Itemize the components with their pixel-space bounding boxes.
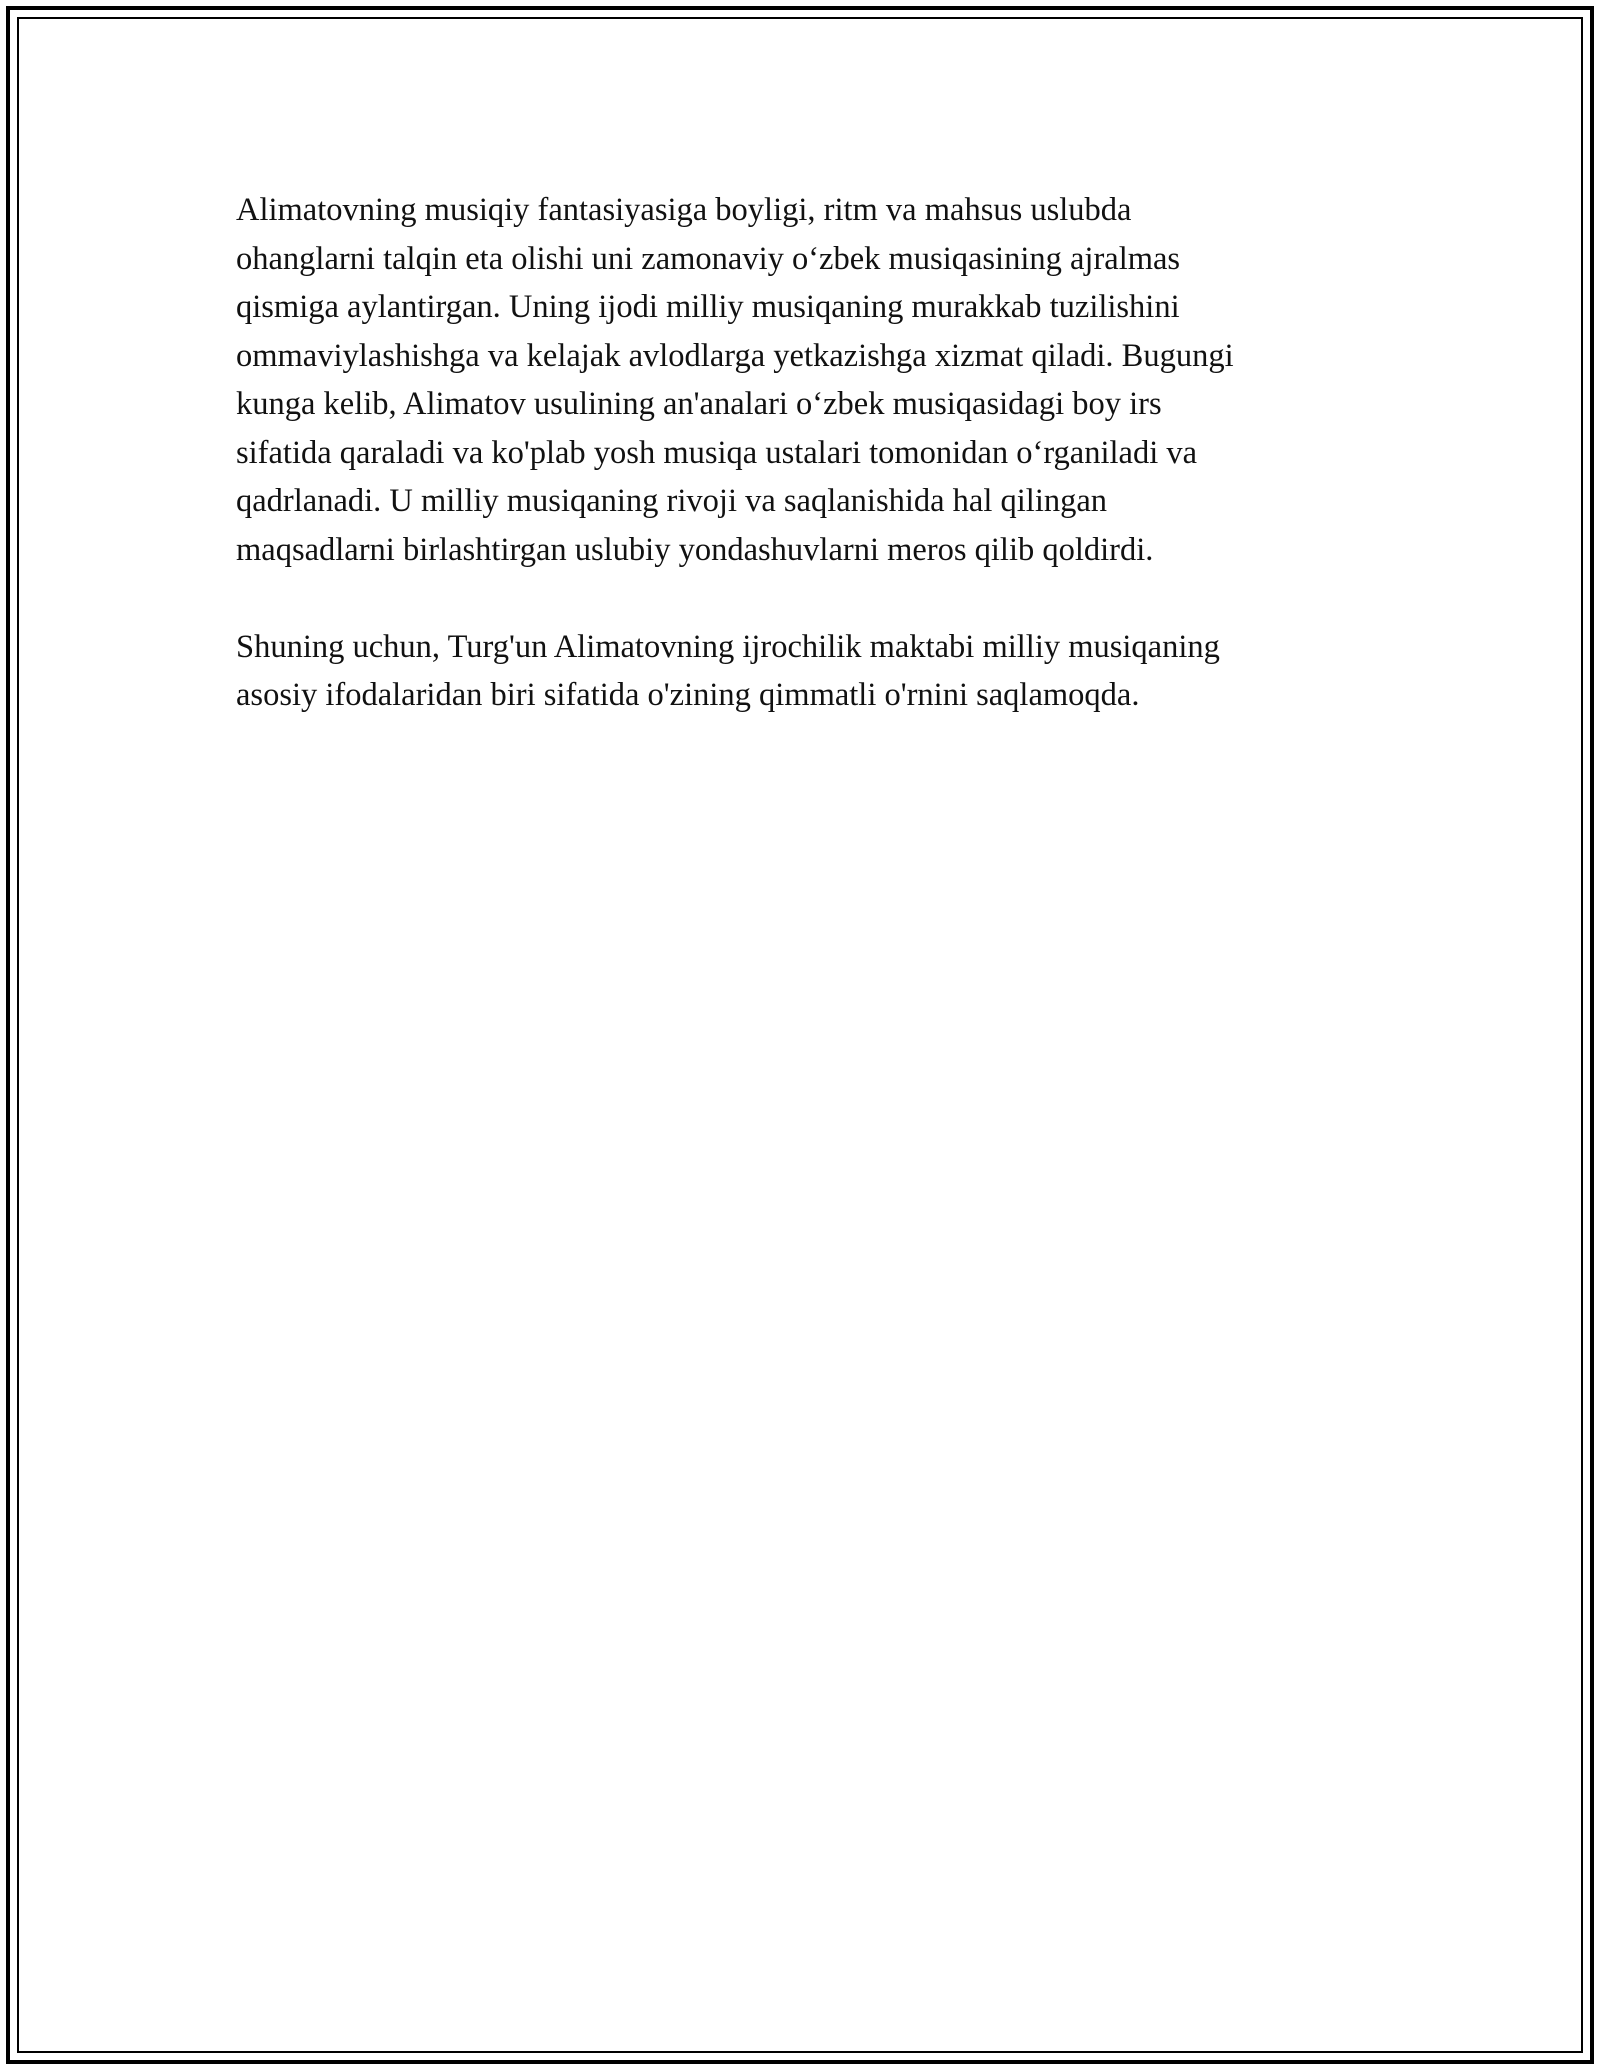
paragraph-2: Shuning uchun, Turg'un Alimatovning ijrochilik maktabi milliy musiqaning asosiy ifodalaridan biri sifatida o'zining qimmatli o'rnini saqlamoqda.	[236, 628, 1220, 713]
paragraph-1: Alimatovning musiqiy fantasiyasiga boyligi, ritm va mahsus uslubda ohanglarni talqin eta olishi uni zamonaviy o‘zbek musiqasining ajralmas qismiga aylantirgan. Uning ijodi milliy musiqaning murakkab tuzilishini ommaviylashishga va kelajak avlodlarga yetkazishga xizmat qiladi. Bugungi kunga kelib, Alimatov usulining an'analari o‘zbek musiqasidagi boy irs sifatida qaraladi va ko'plab yosh musiqa ustalari tomonidan o‘rganiladi va qadrlanadi. U milliy musiqaning rivoji va saqlanishida hal qilingan maqsadlarni birlashtirgan uslubiy yondashuvlarni meros qilib qoldirdi.	[236, 192, 1234, 568]
document-body	[236, 186, 1366, 768]
